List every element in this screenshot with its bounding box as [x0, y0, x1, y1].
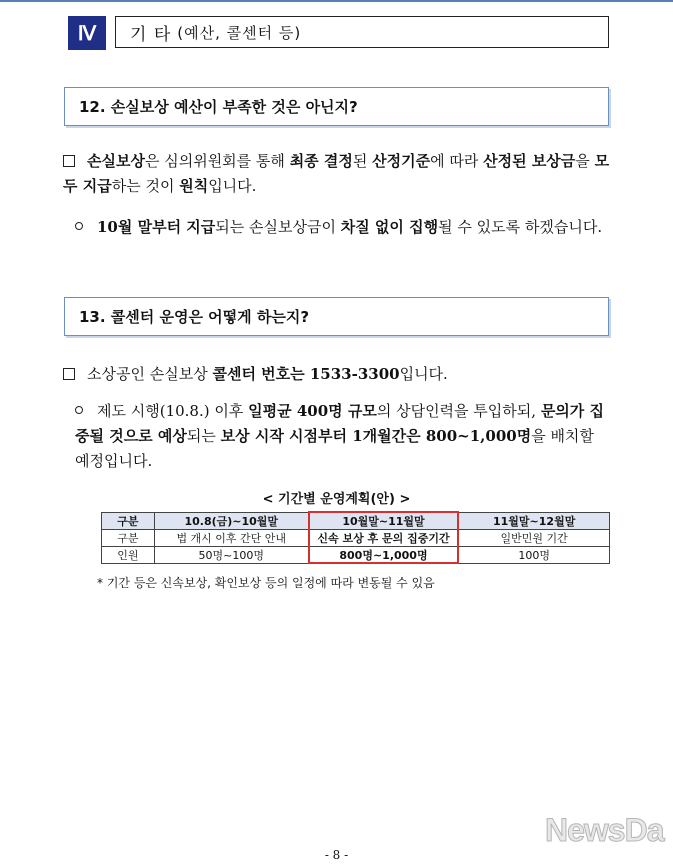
table-header-cell: 구분 — [102, 513, 155, 530]
table-header-cell: 10월말~11월말 — [308, 513, 459, 530]
bold-text-run: 모두 지급 — [63, 152, 610, 195]
bold-text-run: 10월 말부터 지급 — [97, 218, 216, 236]
table-header-cell: 10.8(금)~10월말 — [154, 513, 308, 530]
text-run: 하는 것이 — [111, 177, 180, 195]
bold-text-run: 일평균 400명 규모 — [248, 402, 377, 420]
text-run: 입니다. — [208, 177, 257, 195]
checkbox-bullet-icon — [63, 149, 87, 174]
bold-text-run: 차질 없이 집행 — [340, 218, 439, 236]
q13-paragraph-1 — [63, 362, 613, 387]
table-header-cell: 11월말~12월말 — [459, 513, 610, 530]
checkbox-bullet-icon — [63, 362, 87, 387]
question-12-title: 12. 손실보상 예산이 부족한 것은 아닌지? — [64, 87, 609, 126]
circle-bullet-icon — [75, 406, 83, 414]
text-run: 입니다. — [399, 365, 448, 383]
highlight-box — [308, 511, 459, 564]
section-subtitle: (예산, 콜센터 등) — [177, 23, 302, 42]
section-title: 기 타 — [130, 24, 172, 45]
table-cell: 800명~1,000명 — [308, 547, 459, 564]
q12-p1-text — [63, 152, 609, 195]
bold-text-run: 산정기준 — [372, 152, 431, 170]
text-run: 을 — [575, 152, 595, 170]
bold-text-run: 최종 결정 — [289, 152, 353, 170]
q13-p1-text — [87, 365, 448, 383]
text-run: 될 수 있도록 하겠습니다. — [438, 218, 603, 236]
section-number-badge: Ⅳ — [68, 16, 106, 50]
table-cell: 구분 — [102, 530, 155, 547]
q13-p2-text — [75, 402, 604, 470]
table-cell: 신속 보상 후 문의 집중기간 — [308, 530, 459, 547]
table-cell: 법 개시 이후 간단 안내 — [154, 530, 308, 547]
bold-text-run: 콜센터 번호는 1533-3300 — [212, 365, 400, 383]
table-footnote: * 기간 등은 신속보상, 확인보상 등의 일정에 따라 변동될 수 있음 — [97, 576, 435, 590]
text-run: 된 — [352, 152, 373, 170]
text-run: 을 배치할 예정입니다. — [75, 427, 594, 470]
bold-text-run: 원칙 — [179, 177, 209, 195]
q12-paragraph-1 — [63, 149, 613, 199]
table-cell: 일반민원 기간 — [459, 530, 610, 547]
q12-paragraph-2 — [75, 215, 613, 240]
circle-bullet-icon — [75, 222, 83, 230]
text-run: 되는 손실보상금이 — [215, 218, 341, 236]
bold-text-run: 문의가 집중될 것으로 예상 — [75, 402, 604, 445]
text-run: 되는 — [186, 427, 221, 445]
section-title-box — [115, 16, 609, 48]
text-run: 에 따라 — [430, 152, 484, 170]
bold-text-run: 산정된 보상금 — [483, 152, 576, 170]
table-cell: 50명~100명 — [154, 547, 308, 564]
table-cell: 인원 — [102, 547, 155, 564]
text-run: 제도 시행(10.8.) 이후 — [97, 402, 249, 420]
text-run: 의 상담인력을 투입하되, — [376, 402, 541, 420]
newsda-watermark-logo: NewsDa — [545, 812, 664, 848]
q13-paragraph-2 — [75, 399, 613, 474]
q12-p2-text — [97, 218, 602, 236]
table-cell: 100명 — [459, 547, 610, 564]
bold-text-run: 보상 시작 시점부터 1개월간은 800~1,000명 — [220, 427, 532, 445]
text-run: 소상공인 손실보상 — [87, 365, 213, 383]
top-rule — [0, 0, 673, 2]
question-13-title: 13. 콜센터 운영은 어떻게 하는지? — [64, 297, 609, 336]
bold-text-run: 손실보상 — [87, 152, 145, 170]
table-title: < 기간별 운영계획(안) > — [262, 492, 411, 507]
text-run: 은 심의위원회를 통해 — [144, 152, 290, 170]
page-number: - 8 - — [324, 848, 349, 862]
